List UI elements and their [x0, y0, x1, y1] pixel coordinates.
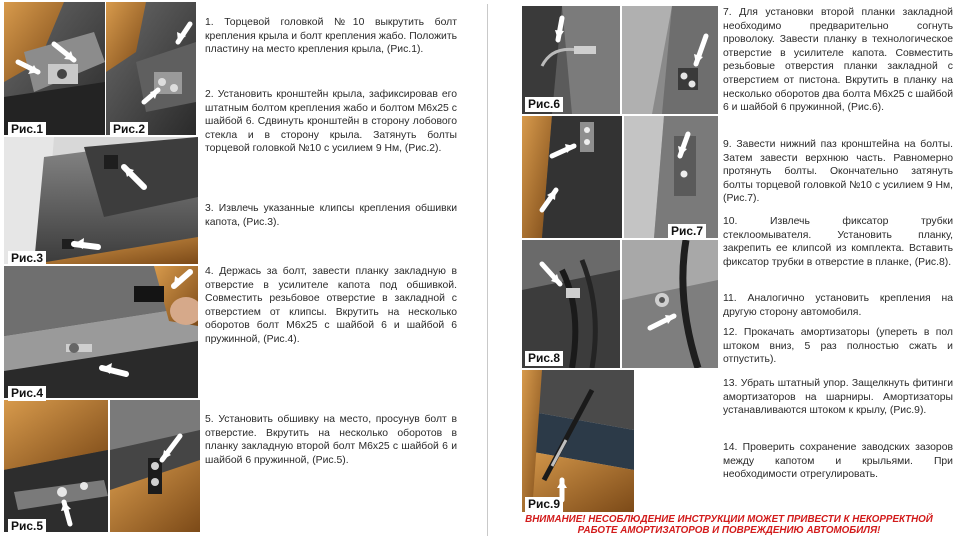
step-7-text: 7. Для установки второй планки закладной необходимо предварительно согнуть проволоку. Завести планку в технологическое отверстие в усилителе капота. Совместить резьбовые отверстия планки закладной с отверстием от пистона. Вкрутить в планку на несколько оборотов два болта М6х25 с шайбой 6 и шайбой 6 пружинной, (Рис.6).	[723, 7, 954, 114]
step-5-text: 5. Установить обшивку на место, просунув болт в отверстие. Вкрутить на несколько оборотов в планку закладную второй болт М6х25 с шайбой 6 и шайбой 6 пружинной, (Рис.5).	[205, 414, 457, 466]
step-14-text: 14. Проверить сохранение заводских зазоров между капотом и крыльями. При необходимости отрегулировать.	[723, 442, 953, 481]
left-page	[0, 0, 478, 540]
step-9-text: 9. Завести нижний паз кронштейна на болты. Затем завести верхнюю часть. Равномерно протянуть болты. Окончательно затянуть болты торцевой головкой №10 с усилием 9 Нм, (Рис.7).	[723, 139, 953, 205]
figure-9-label: Рис.9	[525, 497, 563, 512]
figure-8b-photo	[622, 240, 718, 368]
figure-7-label: Рис.7	[668, 224, 706, 239]
figure-9-photo	[522, 370, 634, 512]
warning-line-1: ВНИМАНИЕ! НЕСОБЛЮДЕНИЕ ИНСТРУКЦИИ МОЖЕТ ПРИВЕСТИ К НЕКОРРЕКТНОЙ	[525, 514, 933, 525]
step-1-text: 1. Торцевой головкой №10 выкрутить болт крепления крыла и болт крепления жабо. Положить пластину на место крепления крыла, (Рис.1).	[205, 17, 457, 56]
step-10-text: 10. Извлечь фиксатор трубки стеклоомывателя. Установить планку, закрепить ее клипсой из комплекта. Вставить фиксатор трубки в отверстие в планке, (Рис.8).	[723, 216, 953, 268]
step-4-text: 4. Держась за болт, завести планку закладную в отверстие в усилителе капота под обшивкой. Совместить резьбовое отверстие в закладной с отверстием от клипсы. Вкрутить на несколько оборотов болт М6х25 с шайбой 6 и шайбой 6 пружинной, (Рис.4).	[205, 266, 457, 345]
step-13-text: 13. Убрать штатный упор. Защелкнуть фитинги амортизаторов на шарниры. Амортизаторы устанавливаются штоком к крылу, (Рис.9).	[723, 378, 953, 417]
figure-1-label: Рис.1	[8, 122, 46, 137]
figure-2-photo	[106, 2, 196, 135]
figure-8-photo	[522, 240, 620, 368]
figure-8-label: Рис.8	[525, 351, 563, 366]
figure-7b-photo	[624, 116, 718, 238]
figure-6b-photo	[622, 6, 718, 114]
figure-4-photo	[4, 266, 198, 398]
figure-2-label: Рис.2	[110, 122, 148, 137]
warning-line-2: РАБОТЕ АМОРТИЗАТОРОВ И ПОВРЕЖДЕНИЮ АВТОМОБИЛЯ!	[577, 525, 881, 536]
figure-6-label: Рис.6	[525, 97, 563, 112]
page-divider	[487, 4, 488, 536]
figure-5-photo	[4, 400, 108, 532]
figure-5-label: Рис.5	[8, 519, 46, 534]
figure-3-label: Рис.3	[8, 251, 46, 266]
warning-notice	[505, 514, 953, 536]
figure-1-photo	[4, 2, 105, 135]
figure-5b-photo	[110, 400, 200, 532]
figure-7-photo	[522, 116, 622, 238]
step-2-text: 2. Установить кронштейн крыла, зафиксировав его штатным болтом крепления жабо и болтом М6х25 с шайбой 6. Сдвинуть кронштейн в сторону лобового стекла и в сторону крыла. Затянуть болты торцевой головкой №10 с усилием 9 Нм, (Рис.2).	[205, 89, 457, 155]
figure-4-label: Рис.4	[8, 386, 46, 401]
step-12-text: 12. Прокачать амортизаторы (упереть в пол штоком вниз, 5 раз полностью сжать и отпустить).	[723, 327, 953, 366]
step-3-text: 3. Извлечь указанные клипсы крепления обшивки капота, (Рис.3).	[205, 203, 457, 228]
figure-3-photo	[4, 137, 198, 264]
step-11-text: 11. Аналогично установить крепления на другую сторону автомобиля.	[723, 293, 953, 318]
